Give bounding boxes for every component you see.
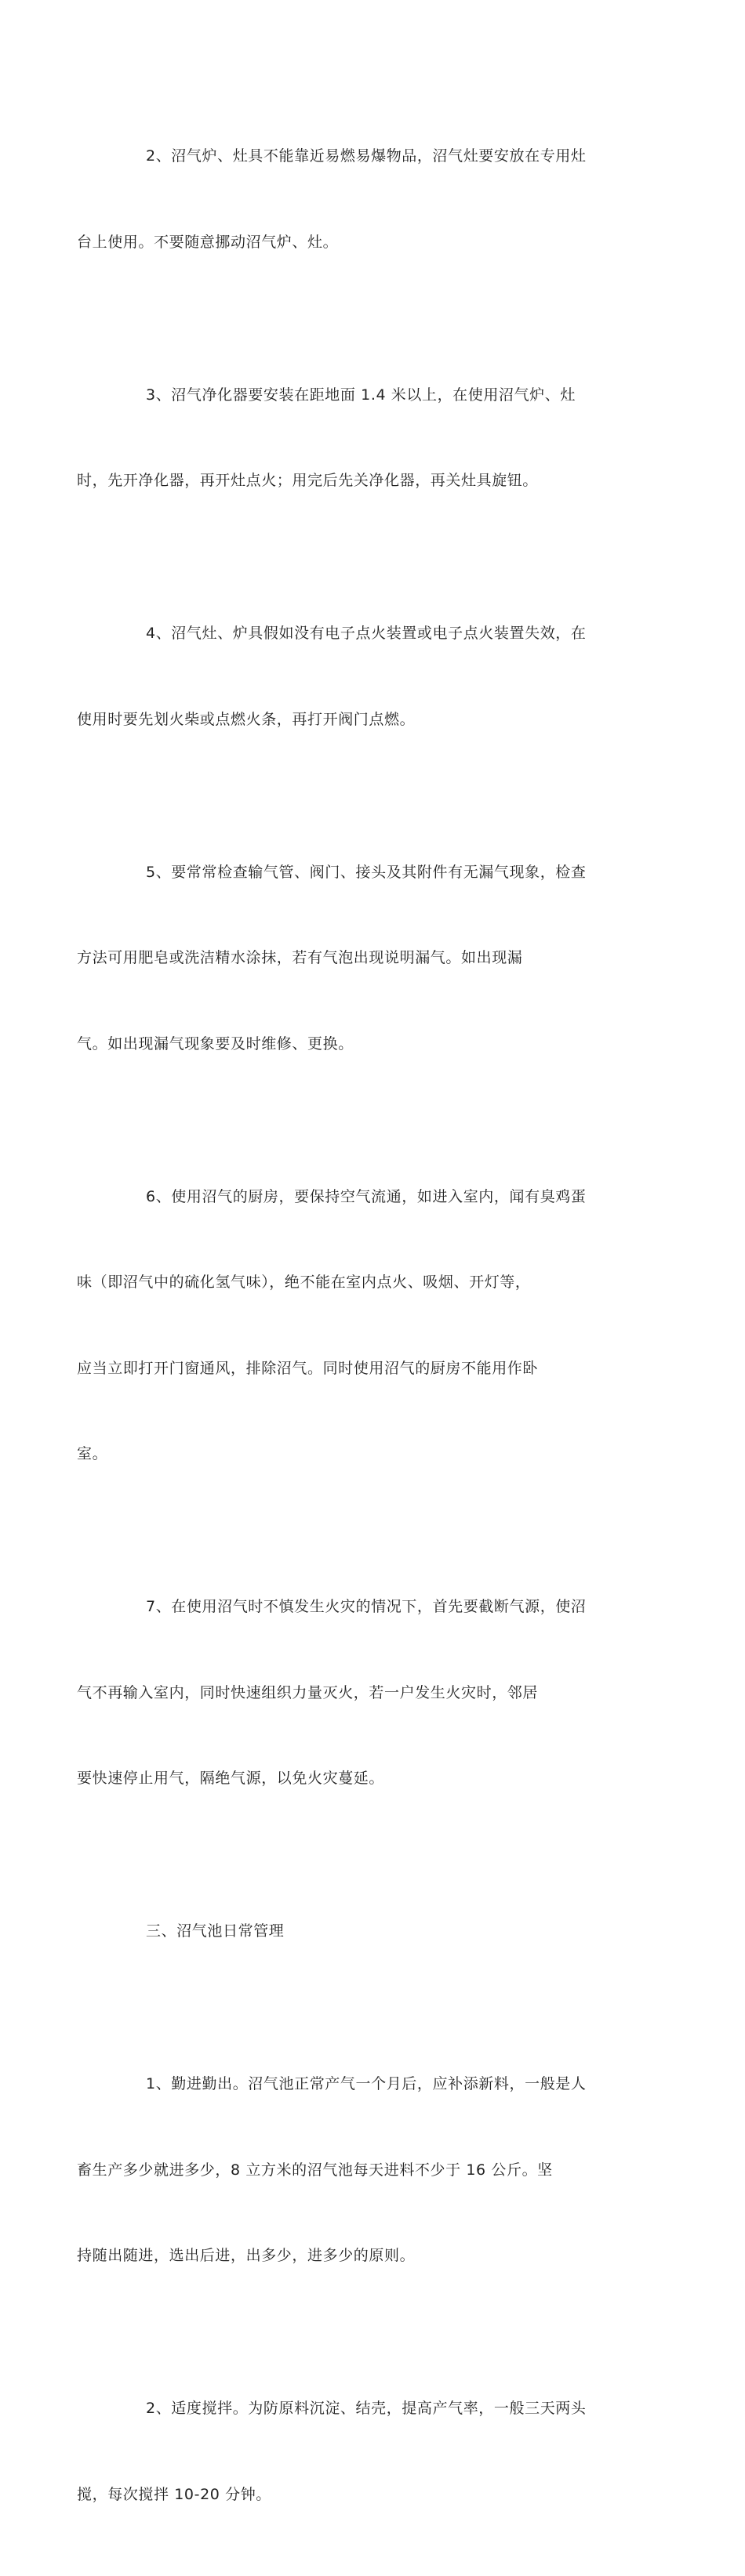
text-line: 时，先开净化器，再开灶点火；用完后先关净化器，再关灶具旋钮。 bbox=[77, 472, 539, 489]
text-line: 2、适度搅拌。为防原料沉淀、结壳，提高产气率，一般三天两头 bbox=[146, 2400, 587, 2417]
section-heading bbox=[111, 1860, 635, 2003]
paragraph-stove-placement bbox=[77, 85, 635, 313]
document-body bbox=[77, 85, 635, 2576]
text-line: 室。 bbox=[77, 1445, 108, 1462]
text-line: 6、使用沼气的厨房，要保持空气流通，如进入室内，闻有臭鸡蛋 bbox=[146, 1187, 587, 1205]
text-line: 4、沼气灶、炉具假如没有电子点火装置或电子点火装置失效，在 bbox=[146, 625, 587, 642]
text-line: 3、沼气净化器要安装在距地面 1.4 米以上，在使用沼气炉、灶 bbox=[146, 386, 576, 404]
text-line: 5、要常常检查输气管、阀门、接头及其附件有无漏气现象，检查 bbox=[146, 863, 587, 881]
text-line: 方法可用肥皂或洗洁精水涂抹，若有气泡出现说明漏气。如出现漏 bbox=[77, 949, 523, 966]
text-line: 台上使用。不要随意挪动沼气炉、灶。 bbox=[77, 233, 339, 251]
text-line: 1、勤进勤出。沼气池正常产气一个月后，应补添新料，一般是人 bbox=[146, 2075, 587, 2092]
paragraph-ignition bbox=[77, 562, 635, 791]
paragraph-feeding bbox=[77, 2013, 635, 2328]
text-line: 2、沼气炉、灶具不能靠近易燃易爆物品，沼气灶要安放在专用灶 bbox=[146, 147, 587, 165]
paragraph-stirring bbox=[77, 2337, 635, 2566]
text-line: 气不再输入室内，同时快速组织力量灭火，若一户发生火灾时，邻居 bbox=[77, 1683, 539, 1701]
text-line: 持随出随进，选出后进，出多少，进多少的原则。 bbox=[77, 2247, 416, 2264]
text-line: 味（即沼气中的硫化氢气味），绝不能在室内点火、吸烟、开灯等， bbox=[77, 1274, 531, 1291]
text-line: 使用时要先划火柴或点燃火条，再打开阀门点燃。 bbox=[77, 710, 416, 728]
text-line: 畜生产多少就进多少，8 立方米的沼气池每天进料不少于 16 公斤。坚 bbox=[77, 2161, 553, 2179]
text-line: 气。如出现漏气现象要及时维修、更换。 bbox=[77, 1034, 354, 1053]
text-line: 应当立即打开门窗通风，排除沼气。同时使用沼气的厨房不能用作卧 bbox=[77, 1359, 539, 1377]
text-line: 7、在使用沼气时不慎发生火灾的情况下，首先要截断气源，使沼 bbox=[146, 1598, 587, 1615]
text-line: 要快速停止用气，隔绝气源，以免火灾蔓延。 bbox=[77, 1770, 385, 1787]
paragraph-purifier bbox=[77, 324, 635, 553]
text-line: 搅，每次搅拌 10-20 分钟。 bbox=[77, 2485, 271, 2503]
paragraph-leak-check bbox=[77, 801, 635, 1116]
paragraph-fire-response bbox=[77, 1535, 635, 1850]
paragraph-kitchen-ventilation bbox=[77, 1125, 635, 1526]
heading-text: 三、沼气池日常管理 bbox=[146, 1922, 285, 1940]
